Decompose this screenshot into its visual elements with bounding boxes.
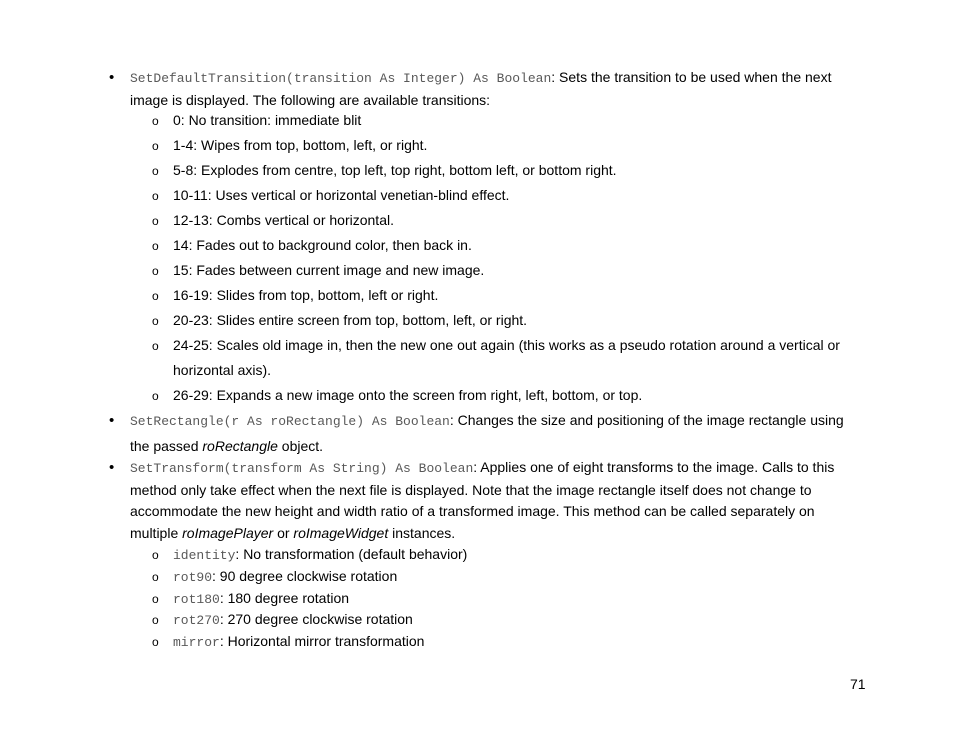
transform-code: identity [173, 548, 236, 563]
type-name: roImagePlayer [182, 524, 274, 541]
method-signature: SetDefaultTransition(transition As Integer) As Boolean [130, 71, 552, 86]
method-set-rectangle [130, 408, 865, 459]
method-description-end: instances. [388, 524, 456, 541]
transition-item: o 0: No transition: immediate blit [173, 108, 873, 133]
transform-description: : Horizontal mirror transformation [219, 633, 425, 649]
transform-description: : 180 degree rotation [219, 590, 350, 606]
method-description: : Applies one of eight transforms to the image. Calls to this method only take effect when the next file is displayed. Note that the image rectangle itself does not change to accommodate the new height and width ratio of a transformed image. This method can be called separately on multiple [130, 459, 835, 541]
transform-description: : 90 degree clockwise rotation [212, 568, 398, 584]
transform-description: : No transformation (default behavior) [235, 546, 468, 562]
method-signature: SetTransform(transform As String) As Boolean [130, 461, 474, 476]
transition-item: o 12-13: Combs vertical or horizontal. [173, 208, 873, 233]
transform-item [173, 608, 873, 632]
type-name: roImageWidget [293, 524, 389, 541]
transition-item: o 16-19: Slides from top, bottom, left or right. [173, 283, 873, 308]
transition-item: o 14: Fades out to background color, then back in. [173, 233, 873, 258]
transform-code: rot180 [173, 592, 220, 607]
transition-item: o 5-8: Explodes from centre, top left, top right, bottom left, or bottom right. [173, 158, 873, 183]
transform-item [173, 543, 873, 567]
transform-item [173, 630, 873, 654]
transition-item: o 24-25: Scales old image in, then the new one out again (this works as a pseudo rotation around a vertical or horizontal axis). [173, 333, 873, 383]
transform-description: : 270 degree clockwise rotation [219, 611, 413, 627]
transition-item: o 10-11: Uses vertical or horizontal venetian-blind effect. [173, 183, 873, 208]
transform-code: rot90 [173, 570, 213, 585]
page-number: 71 [850, 676, 866, 692]
connector-text: or [273, 524, 294, 541]
transform-code: rot270 [173, 613, 220, 628]
method-description: : Sets the transition to be used when the next image is displayed. The following are available transitions: [130, 69, 832, 108]
transition-item: o 20-23: Slides entire screen from top, bottom, left, or right. [173, 308, 873, 333]
transform-code: mirror [173, 635, 220, 650]
method-signature: SetRectangle(r As roRectangle) As Boolean [130, 414, 450, 429]
transition-item: o 15: Fades between current image and new image. [173, 258, 873, 283]
type-name: roRectangle [202, 438, 278, 454]
transform-item [173, 565, 873, 589]
method-set-default-transition [130, 67, 865, 111]
method-description-end: object. [277, 438, 324, 454]
transition-item: o 1-4: Wipes from top, bottom, left, or right. [173, 133, 873, 158]
transition-item: o 26-29: Expands a new image onto the screen from right, left, bottom, or top. [173, 383, 873, 408]
method-set-transform [130, 457, 865, 544]
method-description: : Changes the size and positioning of the image rectangle using the passed [130, 412, 844, 454]
